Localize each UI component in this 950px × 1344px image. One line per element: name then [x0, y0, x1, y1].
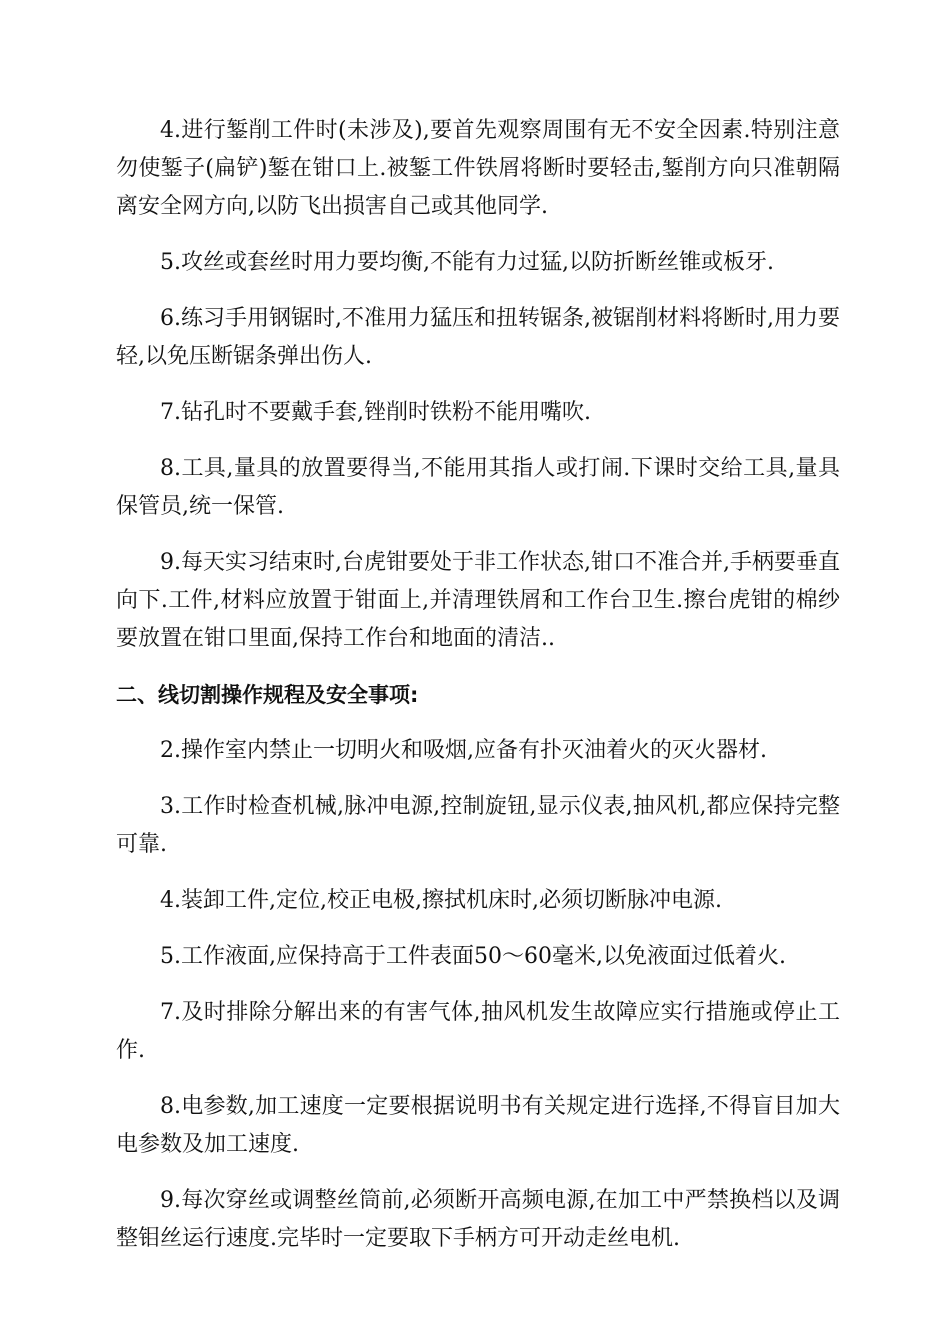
- paragraph-item-9b: 9.每次穿丝或调整丝筒前,必须断开高频电源,在加工中严禁换档以及调整钼丝运行速度.完毕时一定要取下手柄方可开动走丝电机.: [116, 1188, 840, 1251]
- document-body: [116, 112, 840, 1276]
- paragraph-item-4: 4.进行錾削工件时(未涉及),要首先观察周围有无不安全因素.特别注意勿使錾子(扁铲)錾在钳口上.被錾工件铁屑将断时要轻击,錾削方向只准朝隔离安全网方向,以防飞出损害自己或其他同学.: [116, 118, 840, 219]
- paragraph-item-3: 3.工作时检查机械,脉冲电源,控制旋钮,显示仪表,抽风机,都应保持完整可靠.: [116, 794, 840, 857]
- paragraph-item-7b: 7.及时排除分解出来的有害气体,抽风机发生故障应实行措施或停止工作.: [116, 1000, 840, 1063]
- paragraph-item-6: 6.练习手用钢锯时,不准用力猛压和扭转锯条,被锯削材料将断时,用力要轻,以免压断锯条弹出伤人.: [116, 306, 840, 369]
- paragraph-item-9: 9.每天实习结束时,台虎钳要处于非工作状态,钳口不准合并,手柄要垂直向下.工件,材料应放置于钳面上,并清理铁屑和工作台卫生.擦台虎钳的棉纱要放置在钳口里面,保持工作台和地面的清洁..: [116, 550, 840, 651]
- paragraph-item-7: 7.钻孔时不要戴手套,锉削时铁粉不能用嘴吹.: [160, 400, 591, 425]
- paragraph-item-5b: 5.工作液面,应保持高于工件表面50～60毫米,以免液面过低着火.: [160, 944, 786, 969]
- paragraph-item-5: 5.攻丝或套丝时用力要均衡,不能有力过猛,以防折断丝锥或板牙.: [160, 250, 774, 275]
- paragraph-item-8b: 8.电参数,加工速度一定要根据说明书有关规定进行选择,不得盲目加大电参数及加工速度.: [116, 1094, 840, 1157]
- paragraph-item-4b: 4.装卸工件,定位,校正电极,擦拭机床时,必须切断脉冲电源.: [160, 888, 722, 913]
- paragraph-item-8: 8.工具,量具的放置要得当,不能用其指人或打闹.下课时交给工具,量具保管员,统一保管.: [116, 456, 840, 519]
- section-heading: 二、线切割操作规程及安全事项:: [116, 683, 419, 707]
- paragraph-item-2: 2.操作室内禁止一切明火和吸烟,应备有扑灭油着火的灭火器材.: [160, 738, 767, 763]
